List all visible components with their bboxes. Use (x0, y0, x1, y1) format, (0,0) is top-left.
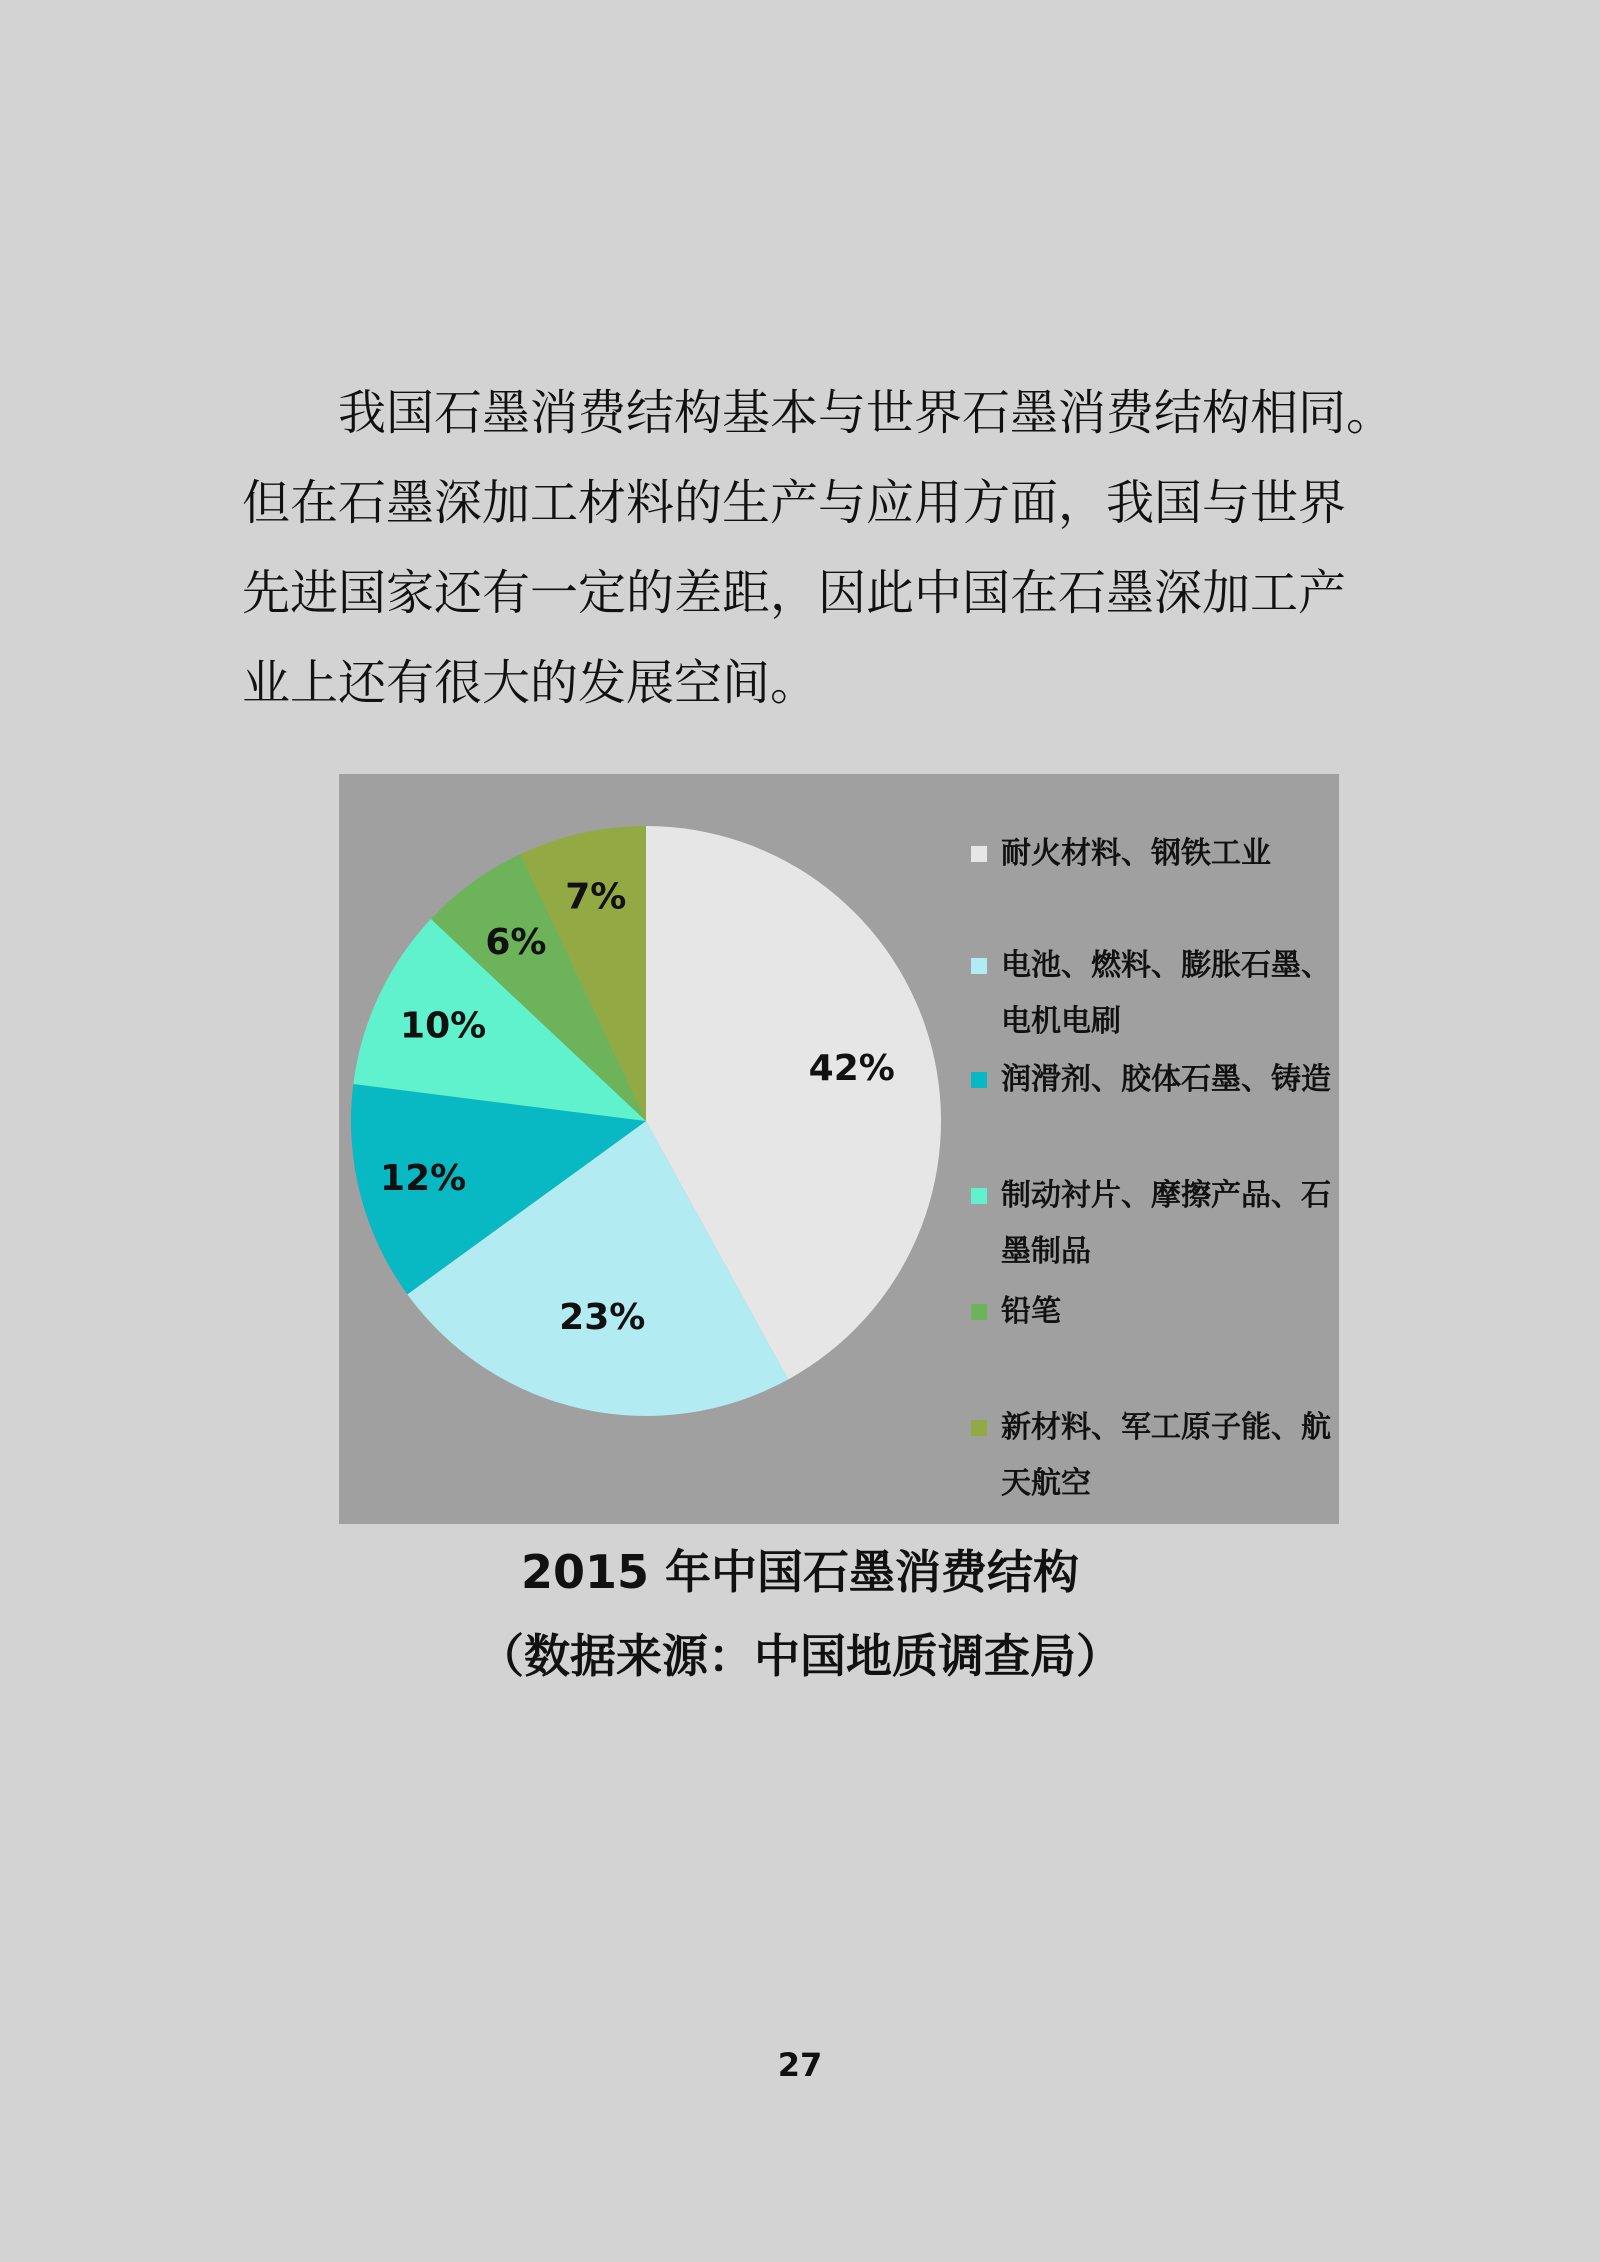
pie-chart (339, 774, 1339, 1524)
paragraph-line: 业上还有很大的发展空间。 (242, 655, 819, 711)
legend-item (971, 938, 1331, 1050)
legend-label: 润滑剂、胶体石墨、铸造 (1001, 1062, 1331, 1097)
pie-data-label: 42% (808, 1048, 895, 1090)
legend-label: 耐火材料、钢铁工业 (1001, 836, 1271, 871)
legend-item (971, 1400, 1331, 1512)
legend-swatch (971, 958, 987, 974)
legend-label: 制动衬片、摩擦产品、石墨制品 (1001, 1178, 1331, 1269)
legend-item (971, 1168, 1331, 1280)
pie-data-label: 12% (380, 1158, 467, 1200)
paragraph-line: 但在石墨深加工材料的生产与应用方面，我国与世界 (242, 475, 1347, 531)
paragraph-line: 我国石墨消费结构基本与世界石墨消费结构相同。 (338, 385, 1395, 441)
legend-label: 新材料、军工原子能、航天航空 (1001, 1410, 1331, 1501)
legend-item (971, 1052, 1331, 1108)
body-paragraph (242, 368, 1395, 728)
legend-item (971, 826, 1331, 882)
legend-swatch (971, 1072, 987, 1088)
legend-swatch (971, 1420, 987, 1436)
pie-data-label: 7% (565, 876, 627, 918)
pie-data-label: 23% (559, 1296, 646, 1338)
legend-swatch (971, 1188, 987, 1204)
page-number: 27 (777, 2046, 823, 2084)
legend-label: 电池、燃料、膨胀石墨、电机电刷 (1001, 948, 1331, 1039)
figure-caption-title: 2015 年中国石墨消费结构 (520, 1545, 1080, 1599)
pie-data-label: 6% (485, 922, 547, 964)
legend-label: 铅笔 (1001, 1294, 1061, 1329)
legend-swatch (971, 1304, 987, 1320)
paragraph-line: 先进国家还有一定的差距，因此中国在石墨深加工产 (242, 565, 1347, 621)
pie-data-label: 10% (400, 1005, 487, 1047)
figure-caption-source: （数据来源：中国地质调查局） (478, 1629, 1122, 1683)
legend-item (971, 1284, 1331, 1340)
legend-swatch (971, 846, 987, 862)
